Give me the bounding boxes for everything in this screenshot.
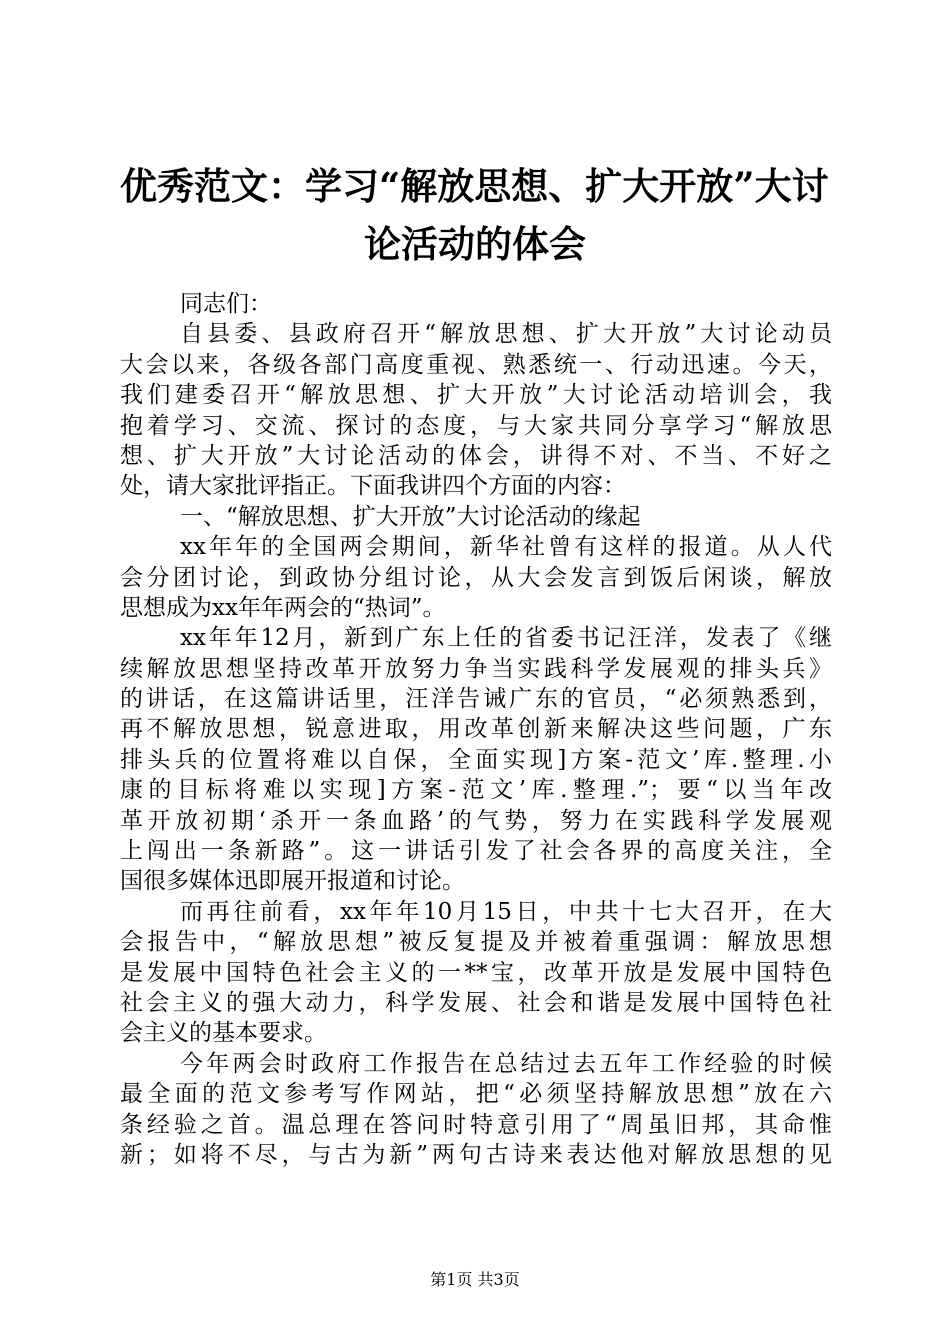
paragraph-line: xx年年12月，新到广东上任的省委书记汪洋，发表了《继 bbox=[180, 625, 832, 652]
paragraph-line: 今年两会时政府工作报告在总结过去五年工作经验的时候 bbox=[180, 1050, 832, 1077]
salutation: 同志们： bbox=[180, 291, 272, 317]
paragraph-line: 而再往前看，xx年年10月15日，中共十七大召开，在大 bbox=[180, 898, 832, 925]
paragraph-line: 上闯出一条新路”。这一讲话引发了社会各界的高度关注，全 bbox=[120, 838, 832, 865]
paragraph-line: 是发展中国特色社会主义的一**宝，改革开放是发展中国特色 bbox=[120, 959, 832, 986]
paragraph-line: 思想成为xx年年两会的“热词”。 bbox=[120, 594, 446, 621]
paragraph-line: 最全面的范文参考写作网站，把“必须坚持解放思想”放在六 bbox=[120, 1081, 832, 1108]
paragraph-line: xx年年的全国两会期间，新华社曾有这样的报道。从人代 bbox=[180, 534, 832, 561]
paragraph-line: 再不解放思想，锐意进取，用改革创新来解决这些问题，广东 bbox=[120, 716, 832, 743]
paragraph-line: 大会以来，各级各部门高度重视、熟悉统一、行动迅速。今天， bbox=[120, 351, 832, 378]
document-title-line-2: 论活动的体会 bbox=[364, 222, 586, 266]
paragraph-line: 自县委、县政府召开“解放思想、扩大开放”大讨论动员 bbox=[180, 321, 832, 348]
document-title-line-1: 优秀范文：学习“解放思想、扩大开放”大讨 bbox=[120, 164, 829, 208]
paragraph-line: 抱着学习、交流、探讨的态度，与大家共同分享学习“解放思 bbox=[120, 412, 832, 439]
paragraph-line: 的讲话，在这篇讲话里，汪洋告诫广东的官员，“必须熟悉到， bbox=[120, 686, 832, 713]
paragraph-line: 续解放思想坚持改革开放努力争当实践科学发展观的排头兵》 bbox=[120, 655, 832, 682]
paragraph-line: 排头兵的位置将难以自保，全面实现]方案-范文’库.整理.小 bbox=[120, 746, 832, 773]
section-heading: 一、“解放思想、扩大开放”大讨论活动的缘起 bbox=[180, 503, 641, 530]
paragraph-line: 康的目标将难以实现]方案-范文’库.整理.”；要“以当年改 bbox=[120, 777, 832, 804]
paragraph-line: 会报告中，“解放思想”被反复提及并被着重强调：解放思想 bbox=[120, 929, 832, 956]
paragraph-line: 会分团讨论，到政协分组讨论，从大会发言到饭后闲谈，解放 bbox=[120, 564, 832, 591]
paragraph-line: 想、扩大开放”大讨论活动的体会，讲得不对、不当、不好之 bbox=[120, 442, 832, 469]
paragraph-line: 新；如将不尽，与古为新”两句古诗来表达他对解放思想的见 bbox=[120, 1141, 832, 1168]
paragraph-line: 会主义的基本要求。 bbox=[120, 1020, 327, 1047]
paragraph-line: 条经验之首。温总理在答问时特意引用了“周虽旧邦，其命惟 bbox=[120, 1111, 832, 1138]
page-number-footer: 第1页 共3页 bbox=[430, 1270, 520, 1289]
document-body bbox=[120, 289, 832, 1170]
paragraph-line: 革开放初期‘杀开一条血路’的气势，努力在实践科学发展观 bbox=[120, 807, 832, 834]
paragraph-line: 处，请大家批评指正。下面我讲四个方面的内容： bbox=[120, 473, 626, 500]
paragraph-line: 我们建委召开“解放思想、扩大开放”大讨论活动培训会，我 bbox=[120, 382, 832, 409]
paragraph-line: 国很多媒体迅即展开报道和讨论。 bbox=[120, 868, 465, 895]
paragraph-line: 社会主义的强大动力，科学发展、社会和谐是发展中国特色社 bbox=[120, 989, 832, 1016]
